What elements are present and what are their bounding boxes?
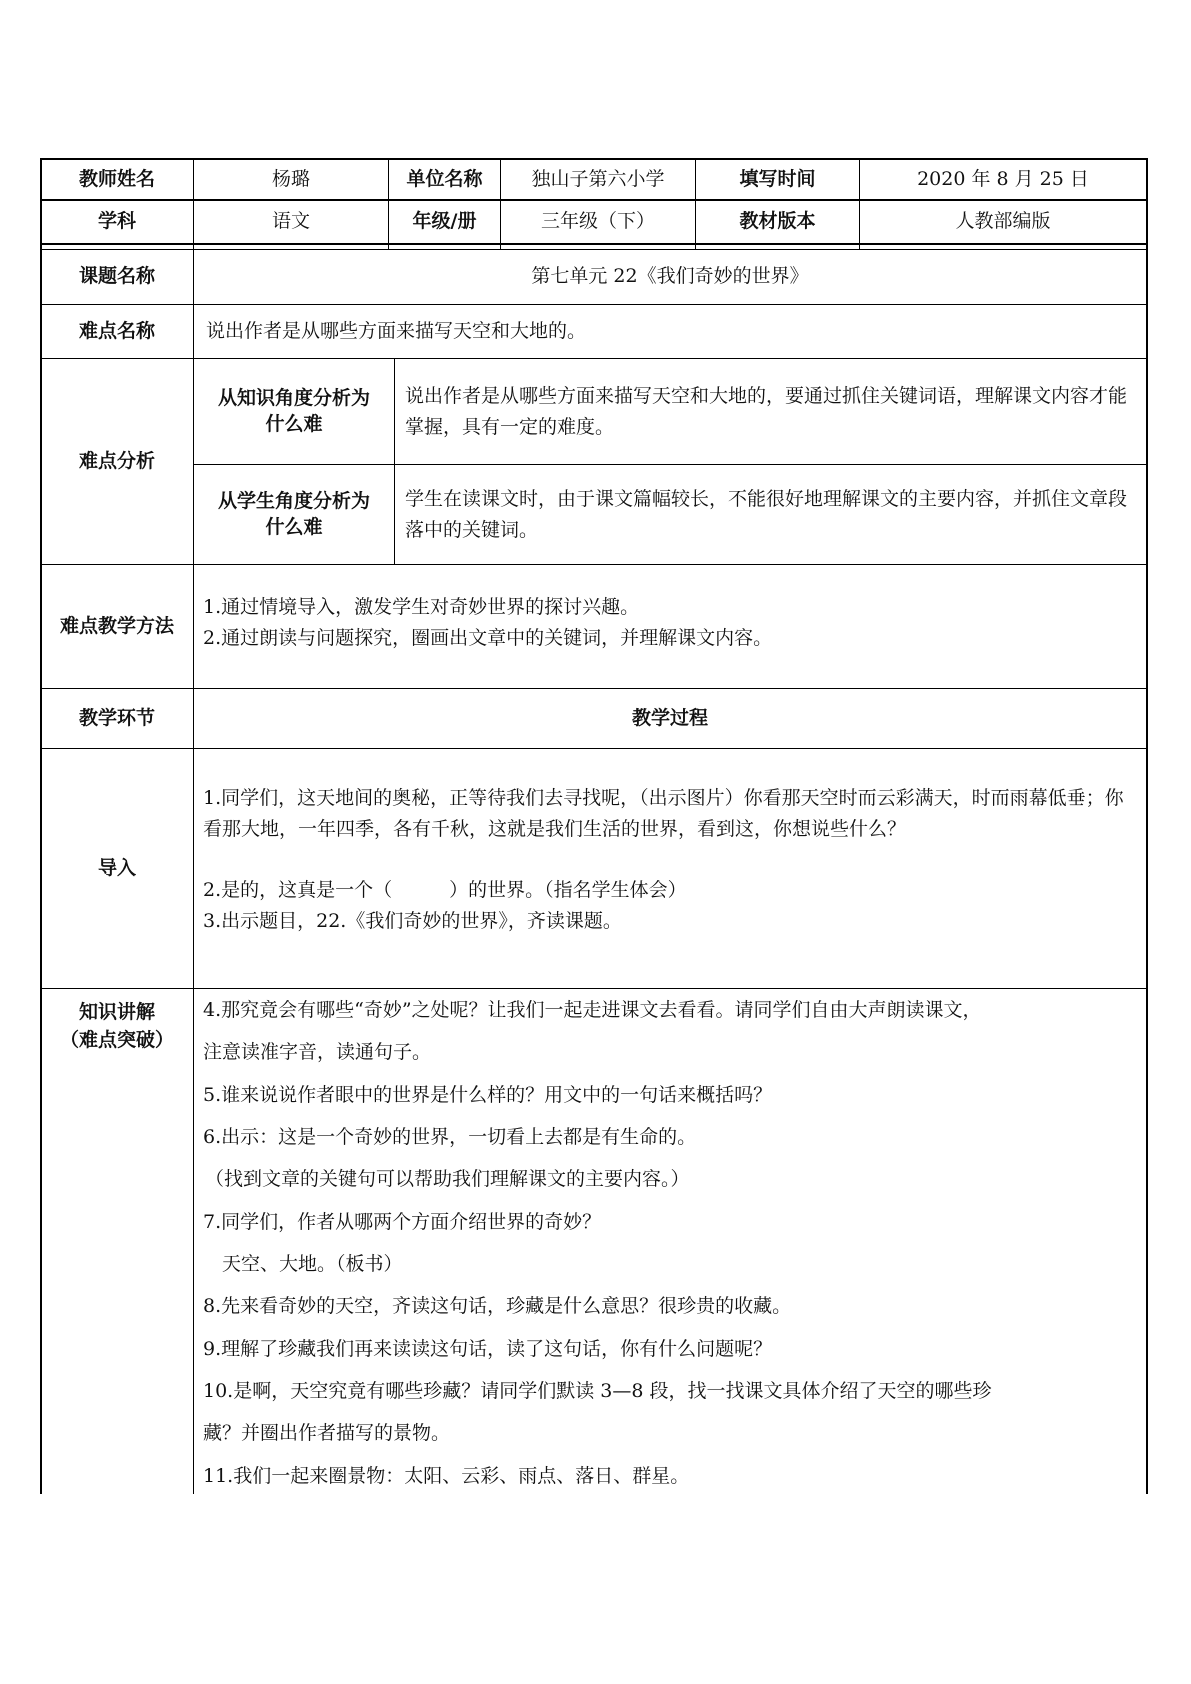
method-line-1: 1.通过情境导入，激发学生对奇妙世界的探讨兴趣。 bbox=[203, 596, 640, 618]
subject-label: 学科 bbox=[97, 210, 136, 233]
method-label: 难点教学方法 bbox=[59, 614, 174, 637]
knowledge-angle-text: 说出作者是从哪些方面来描写天空和大地的，要通过抓住关键词语，理解课文内容才能掌握，具有一定的难度。 bbox=[405, 385, 1128, 438]
analysis-label: 难点分析 bbox=[78, 449, 155, 472]
topic-value: 第七单元 22《我们奇妙的世界》 bbox=[531, 265, 809, 288]
knowledge-line: 5.谁来说说作者眼中的世界是什么样的？用文中的一句话来概括吗？ bbox=[203, 1084, 773, 1106]
difficulty-value: 说出作者是从哪些方面来描写天空和大地的。 bbox=[206, 319, 587, 342]
knowledge-line: 11.我们一起来圈景物：太阳、云彩、雨点、落日、群星。 bbox=[203, 1465, 690, 1487]
teacher-name-value: 杨璐 bbox=[271, 167, 310, 190]
topic-label: 课题名称 bbox=[78, 265, 155, 288]
subject-value: 语文 bbox=[271, 210, 310, 233]
knowledge-line: 9.理解了珍藏我们再来读读这句话，读了这句话，你有什么问题呢？ bbox=[203, 1338, 773, 1360]
student-angle-text: 学生在读课文时，由于课文篇幅较长，不能很好地理解课文的主要内容，并抓住文章段落中的关键词。 bbox=[405, 488, 1128, 541]
row-line bbox=[40, 564, 1148, 565]
stage-header: 教学环节 bbox=[78, 706, 155, 729]
intro-line-2: 2.是的，这真是一个（ ）的世界。（指名学生体会） bbox=[203, 879, 687, 901]
row-line bbox=[40, 243, 1148, 245]
grade-label: 年级/册 bbox=[412, 210, 477, 233]
col-line bbox=[394, 358, 395, 564]
row-line bbox=[40, 748, 1148, 749]
grade-value: 三年级（下） bbox=[540, 210, 655, 233]
process-header: 教学过程 bbox=[631, 706, 708, 729]
knowledge-line: 藏？并圈出作者描写的景物。 bbox=[203, 1422, 451, 1444]
knowledge-line: 7.同学们，作者从哪两个方面介绍世界的奇妙？ bbox=[203, 1211, 602, 1233]
intro-label: 导入 bbox=[97, 857, 136, 879]
knowledge-line: 4.那究竟会有哪些“奇妙”之处呢？让我们一起走进课文去看看。请同学们自由大声朗读课文， bbox=[203, 999, 982, 1021]
knowledge-line: 天空、大地。（板书） bbox=[203, 1253, 403, 1275]
unit-name-label: 单位名称 bbox=[406, 167, 483, 190]
unit-name-value: 独山子第六小学 bbox=[531, 167, 665, 190]
knowledge-line: 10.是啊，天空究竟有哪些珍藏？请同学们默读 3—8 段，找一找课文具体介绍了天空的哪些珍 bbox=[203, 1380, 992, 1402]
knowledge-line: （找到文章的关键句可以帮助我们理解课文的主要内容。） bbox=[205, 1168, 690, 1190]
difficulty-label: 难点名称 bbox=[78, 319, 155, 342]
fill-time-value: 2020 年 8 月 25 日 bbox=[917, 167, 1089, 190]
knowledge-line: 注意读准字音，读通句子。 bbox=[203, 1041, 432, 1063]
teacher-name-label: 教师姓名 bbox=[78, 167, 155, 190]
edition-label: 教材版本 bbox=[739, 210, 816, 233]
row-line bbox=[40, 988, 1148, 989]
fill-time-label: 填写时间 bbox=[739, 167, 816, 190]
edition-value: 人教部编版 bbox=[955, 210, 1051, 233]
knowledge-label-line-2: （难点突破） bbox=[59, 1029, 174, 1051]
knowledge-line: 8.先来看奇妙的天空，齐读这句话，珍藏是什么意思？很珍贵的收藏。 bbox=[203, 1295, 792, 1317]
method-line-2: 2.通过朗读与问题探究，圈画出文章中的关键词，并理解课文内容。 bbox=[203, 627, 773, 649]
knowledge-line: 6.出示：这是一个奇妙的世界，一切看上去都是有生命的。 bbox=[203, 1126, 697, 1148]
student-angle-label: 从学生角度分析为什么难 bbox=[217, 489, 370, 538]
knowledge-label-line-1: 知识讲解 bbox=[78, 1001, 155, 1023]
knowledge-label bbox=[41, 998, 193, 1054]
intro-line-3: 3.出示题目，22.《我们奇妙的世界》，齐读课题。 bbox=[203, 910, 622, 932]
knowledge-angle-label: 从知识角度分析为什么难 bbox=[217, 386, 370, 435]
intro-line-1: 1.同学们，这天地间的奥秘，正等待我们去寻找呢，（出示图片）你看那天空时而云彩满天，时而雨幕低垂；你看那大地，一年四季，各有千秋，这就是我们生活的世界，看到这，你想说些什么？ bbox=[203, 787, 1124, 840]
